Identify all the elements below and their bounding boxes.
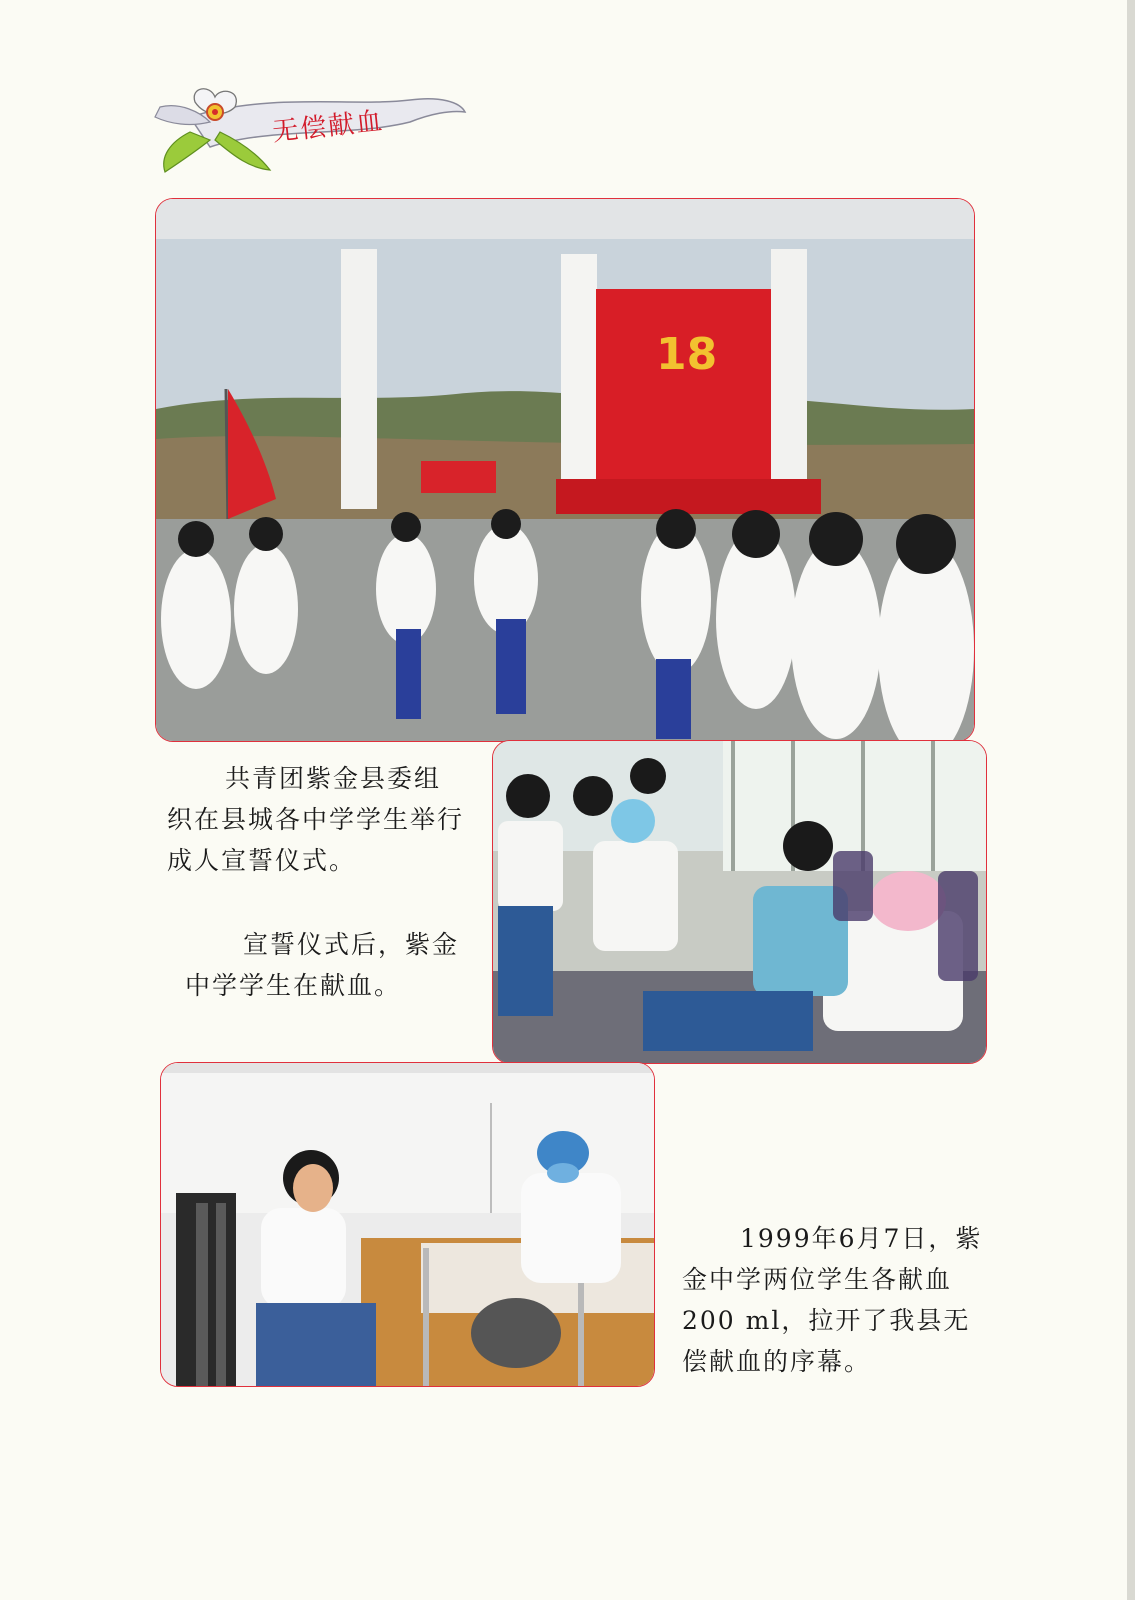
caption-donation-after-text: 宣誓仪式后，紫金中学学生在献血。	[185, 930, 460, 1000]
page-title: 无偿献血	[271, 106, 386, 148]
caption-oath	[167, 758, 467, 881]
banner-number: 18	[656, 329, 718, 380]
caption-oath-text: 共青团紫金县委组织在县城各中学学生举行成人宣誓仪式。	[167, 764, 465, 875]
photo-oath-ceremony	[155, 198, 975, 742]
caption-donation-after	[185, 924, 485, 1006]
page-edge	[1127, 0, 1135, 1600]
caption-first-donation-text: 1999年6月7日，紫金中学两位学生各献血200 ml，拉开了我县无偿献血的序幕。	[682, 1224, 983, 1376]
caption-first-donation	[682, 1218, 987, 1382]
photo-donation-bus	[492, 740, 987, 1064]
photo-first-donation	[160, 1062, 655, 1387]
